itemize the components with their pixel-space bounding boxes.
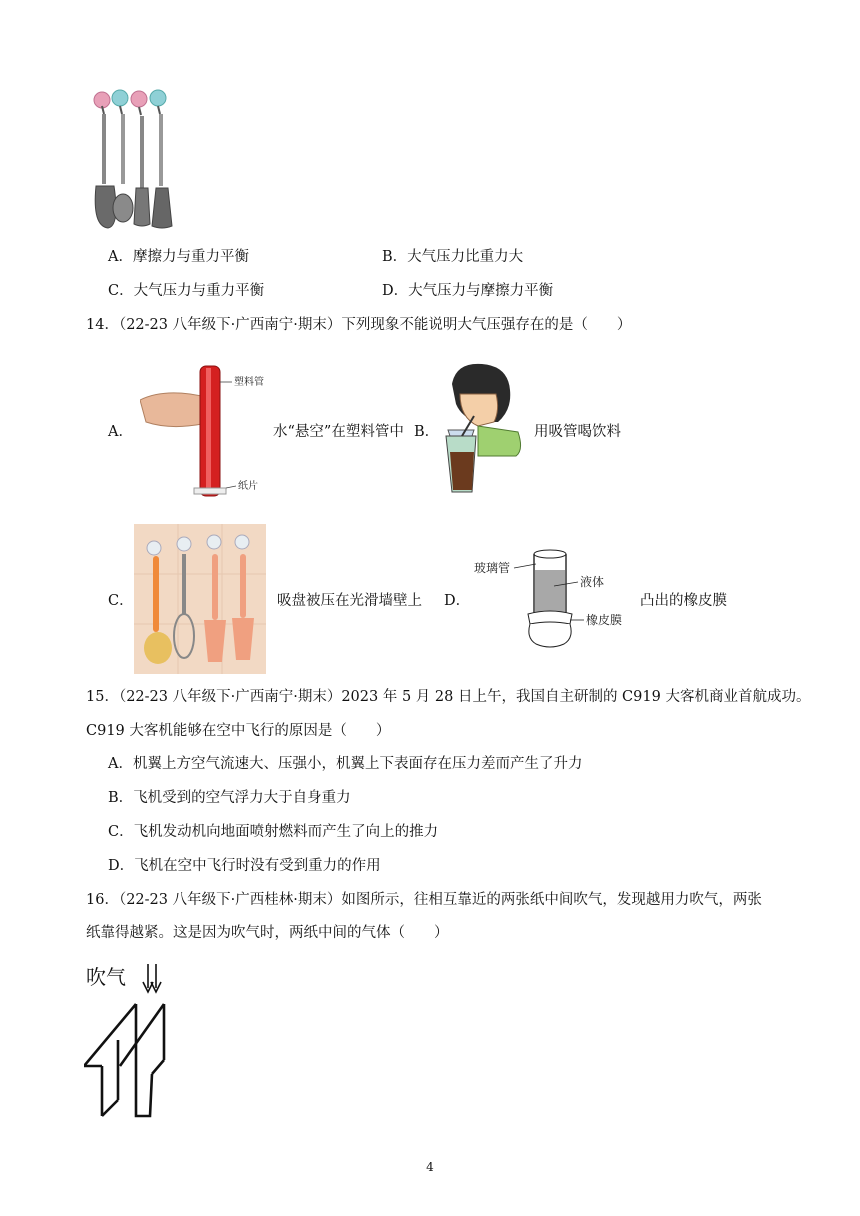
q14-option-b-letter: B． xyxy=(414,424,440,440)
option-text: 飞机发动机向地面喷射燃料而产生了向上的推力 xyxy=(133,824,439,840)
option-text: 大气压力比重力大 xyxy=(407,249,524,265)
page-number: 4 xyxy=(426,1160,434,1174)
option-text: 飞机受到的空气浮力大于自身重力 xyxy=(133,790,351,806)
q15-stem-line2: C919 大客机能够在空中飞行的原因是（ ） xyxy=(86,723,391,739)
q15-option-d xyxy=(108,855,381,877)
q14-stem: 14．（22-23 八年级下·广西南宁·期末）下列现象不能说明大气压强存在的是（ ） xyxy=(86,317,632,333)
fig-label-blow: 吹气 xyxy=(86,965,126,989)
q14-option-b-text: 用吸管喝饮料 xyxy=(534,424,621,440)
fig-label-liquid: 液体 xyxy=(580,575,605,589)
option-letter: A． xyxy=(108,249,133,265)
option-text: 机翼上方空气流速大、压强小，机翼上下表面存在压力差而产生了升力 xyxy=(132,756,583,772)
q14-option-c-text: 吸盘被压在光滑墙壁上 xyxy=(277,593,422,609)
q15-option-b xyxy=(108,787,351,809)
q14-option-d-text: 凸出的橡皮膜 xyxy=(640,593,727,609)
q16-stem-line1: 16．（22-23 八年级下·广西桂林·期末）如图所示，往相互靠近的两张纸中间吹气，发现越用力吹气，两张 xyxy=(86,892,762,908)
option-text: 大气压力与摩擦力平衡 xyxy=(408,283,554,299)
option-letter: B． xyxy=(382,249,408,265)
q15-option-c xyxy=(108,821,438,843)
suction-cup-wall-figure xyxy=(134,524,266,674)
drinking-straw-figure xyxy=(438,360,528,496)
utensils-hooks-figure xyxy=(86,86,186,232)
glass-tube-membrane-figure xyxy=(470,546,630,652)
option-letter: C． xyxy=(108,824,134,840)
q13-option-d xyxy=(382,280,553,302)
q14-option-c-letter: C． xyxy=(108,593,134,609)
option-letter: A． xyxy=(108,756,133,772)
option-letter: D． xyxy=(108,858,135,874)
option-letter: B． xyxy=(108,790,134,806)
q13-option-b xyxy=(382,246,523,268)
fig-label-plastic-tube: 塑料管 xyxy=(234,377,264,388)
q14-option-a-letter: A． xyxy=(108,424,133,440)
option-letter: D． xyxy=(382,283,409,299)
q13-option-c xyxy=(108,280,264,302)
fig-label-glass-tube: 玻璃管 xyxy=(474,561,511,575)
option-text: 大气压力与重力平衡 xyxy=(133,283,265,299)
option-letter: C． xyxy=(108,283,134,299)
plastic-tube-figure xyxy=(140,360,270,500)
q16-stem-line2: 纸靠得越紧。这是因为吹气时，两纸中间的气体（ ） xyxy=(86,925,449,941)
q14-option-a-text: 水“悬空”在塑料管中 xyxy=(273,424,404,440)
q15-stem-line1: 15．（22-23 八年级下·广西南宁·期末）2023 年 5 月 28 日上午，我国自主研制的 C919 大客机商业首航成功。 xyxy=(86,689,811,705)
fig-label-rubber-membrane: 橡皮膜 xyxy=(586,613,623,627)
blowing-papers-figure xyxy=(84,958,174,1122)
q13-option-a xyxy=(108,246,249,268)
option-text: 飞机在空中飞行时没有受到重力的作用 xyxy=(134,858,381,874)
q14-option-d-letter: D． xyxy=(444,593,471,609)
q15-option-a xyxy=(108,753,582,775)
fig-label-paper: 纸片 xyxy=(238,481,258,492)
option-text: 摩擦力与重力平衡 xyxy=(132,249,249,265)
